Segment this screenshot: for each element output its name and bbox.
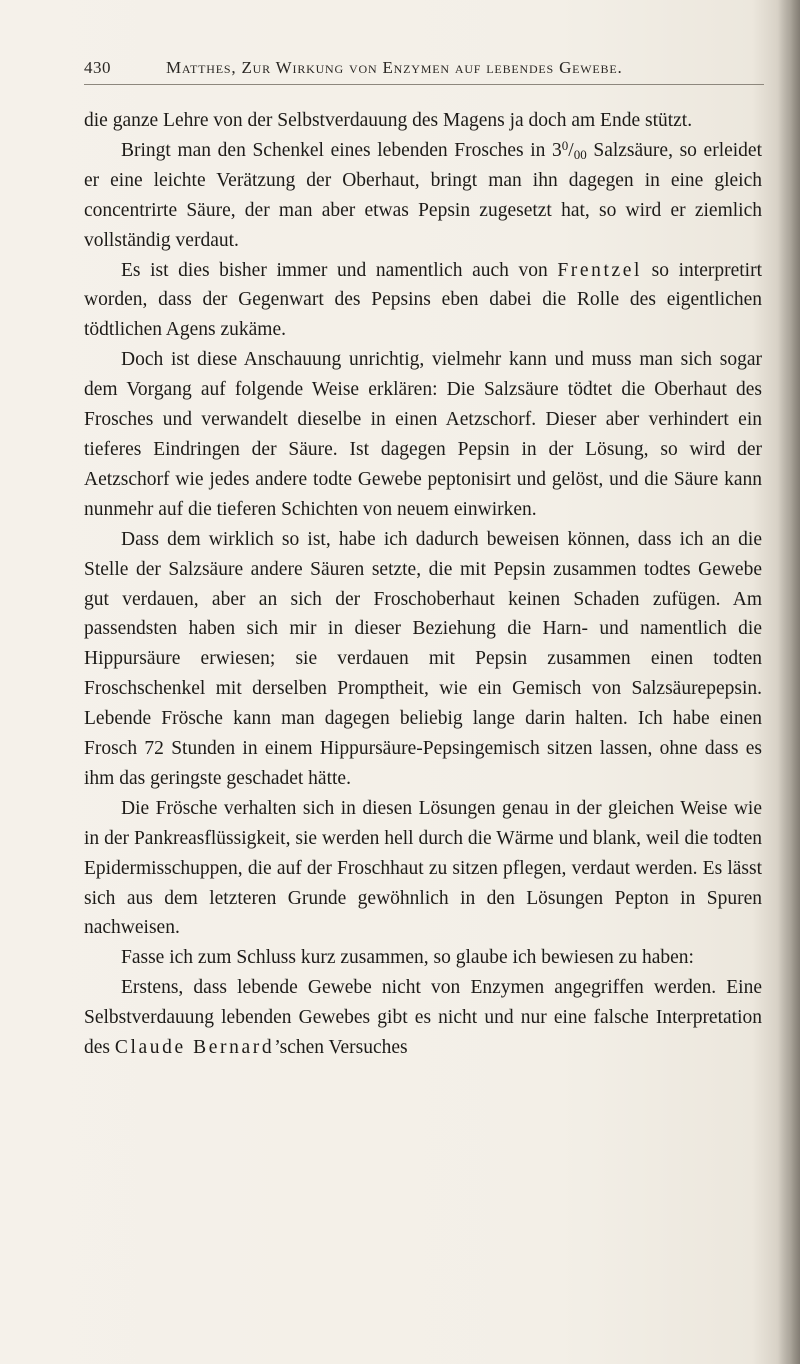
- header-rule: [84, 84, 764, 85]
- paragraph-5-text: Dass dem wirklich so ist, habe ich dadurch beweisen können, dass ich an die Stelle der Salzsäure andere Säuren setzte, die mit Pepsin zusammen todtes Gewebe gut verdauen, aber an sich der Froschoberhaut keinen Schaden zufügen. Am passendsten haben sich mir in dieser Beziehung die Harn- und namentlich die Hippursäure erwiesen; sie verdauen mit Pepsin zusammen einen todten Froschschenkel mit derselben Promptheit, wie ein Gemisch von Salzsäurepepsin. Lebende Frösche kann man dagegen beliebig lange darin halten. Ich habe einen Frosch 72 Stunden in einem Hippursäure-Pepsingemisch sitzen lassen, ohne dass es ihm das geringste geschadet hätte.: [84, 528, 762, 789]
- running-header: [84, 58, 724, 82]
- paragraph-6: [84, 794, 762, 944]
- paragraph-3-text-a: Es ist dies bisher immer und namentlich auch von: [121, 259, 558, 281]
- paragraph-8: [84, 973, 762, 1063]
- running-head-title: Matthes, Zur Wirkung von Enzymen auf lebendes Gewebe.: [166, 58, 623, 77]
- paragraph-2: [84, 136, 762, 256]
- paragraph-2-text-b: Salzsäure, so erleidet er eine leichte Verätzung der Oberhaut, bringt man ihn dagegen in eine gleich concentrirte Säure, der man aber etwas Pepsin zugesetzt hat, so wird er ziemlich vollständig verdaut.: [84, 139, 763, 251]
- paragraph-3-text-b: so interpretirt worden, dass der Gegenwart des Pepsins eben dabei die Rolle des eigentlichen tödtlichen Agens zukäme.: [84, 259, 763, 341]
- paragraph-1: [84, 106, 762, 136]
- paragraph-8-text-b: ’schen Versuches: [274, 1037, 408, 1059]
- author-name-claude-bernard: Claude Bernard: [114, 1037, 275, 1059]
- paragraph-1-text: die ganze Lehre von der Selbstverdauung des Magens ja doch am Ende stützt.: [84, 110, 693, 131]
- page-number: 430: [84, 58, 111, 77]
- paragraph-8-text-a: Erstens, dass lebende Gewebe nicht von Enzymen angegriffen werden. Eine Selbstverdauung lebenden Gewebes gibt es nicht und nur eine falsche Interpretation des: [84, 977, 762, 1059]
- paragraph-7: [84, 943, 762, 973]
- paragraph-2-text-a: Bringt man den Schenkel eines lebenden Frosches in 3: [121, 139, 562, 161]
- paragraph-4: [84, 345, 762, 524]
- per-mille-superscript: 0: [561, 137, 569, 153]
- paragraph-6-text: Die Frösche verhalten sich in diesen Lösungen genau in der gleichen Weise wie in der Pankreasflüssigkeit, sie werden hell durch die Wärme und blank, weil die todten Epidermisschuppen, die auf der Froschhaut zu sitzen pflegen, verdaut werden. Es lässt sich aus dem letzteren Grunde gewöhnlich in den Lösungen Pepton in Spuren nachweisen.: [84, 797, 762, 939]
- paragraph-4-text: Doch ist diese Anschauung unrichtig, vielmehr kann und muss man sich sogar dem Vorgang auf folgende Weise erklären: Die Salzsäure tödtet die Oberhaut des Frosches und verwandelt dieselbe in einen Aetzschorf. Dieser aber verhindert ein tieferes Eindringen der Säure. Ist dagegen Pepsin in der Lösung, so wird der Aetzschorf wie jedes andere todte Gewebe peptonisirt und gelöst, und die Säure kann nunmehr auf die tieferen Schichten von neuem einwirken.: [84, 349, 762, 520]
- author-name-frentzel: Frentzel: [557, 259, 643, 281]
- paragraph-3: [84, 256, 762, 346]
- page-binding-shadow: [778, 0, 800, 1364]
- per-mille-slash: /: [568, 139, 574, 161]
- paragraph-7-text: Fasse ich zum Schluss kurz zusammen, so glaube ich bewiesen zu haben:: [121, 947, 694, 969]
- body-text: [84, 106, 762, 1063]
- paragraph-5: [84, 525, 762, 794]
- per-mille-subscript: 00: [573, 146, 587, 162]
